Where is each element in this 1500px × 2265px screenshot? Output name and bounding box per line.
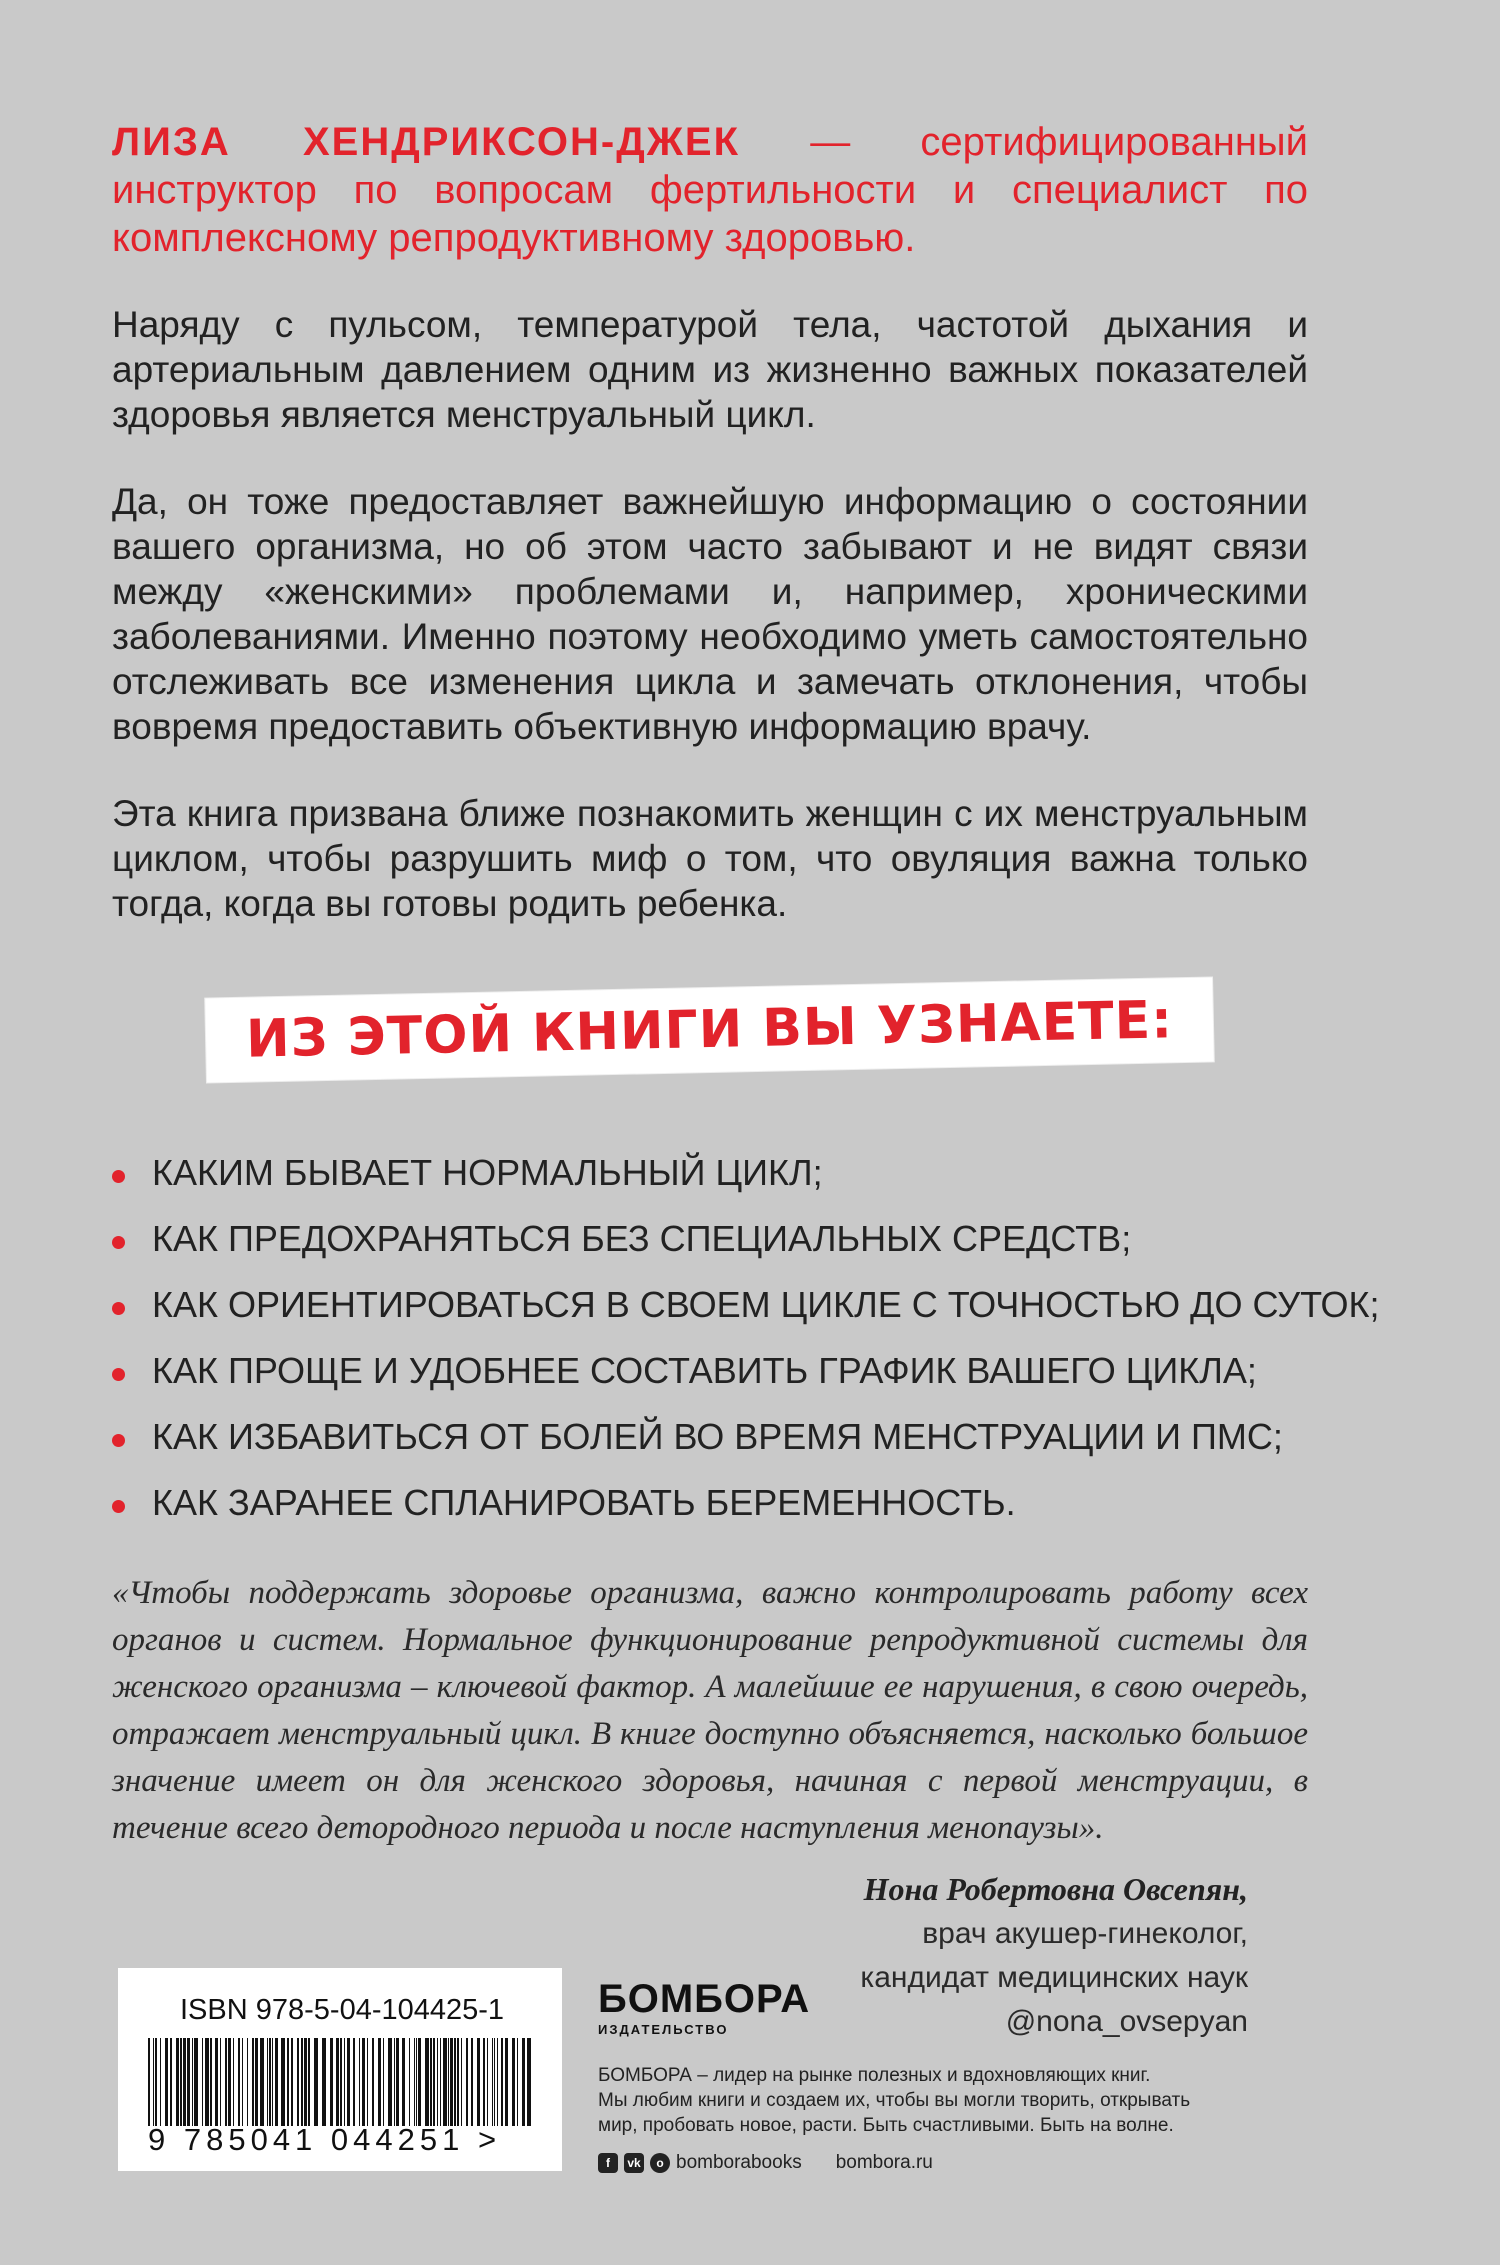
bullet-dot-icon xyxy=(112,1500,125,1513)
list-item-text: КАК ПРОЩЕ И УДОБНЕЕ СОСТАВИТЬ ГРАФИК ВАШЕГО ЦИКЛА; xyxy=(152,1350,1257,1391)
quote-author-role: врач акушер-гинеколог, xyxy=(922,1917,1248,1950)
bullet-dot-icon xyxy=(112,1170,125,1183)
publisher-description-line: БОМБОРА – лидер на рынке полезных и вдохновляющих книг. xyxy=(598,2065,1151,2086)
paragraph-3: Эта книга призвана ближе познакомить женщин с их менструальным циклом, чтобы разрушить миф о том, что овуляция важна только тогда, когда вы готовы родить ребенка. xyxy=(112,793,1308,924)
author-intro xyxy=(112,118,1308,262)
list-item-text: КАК ЗАРАНЕЕ СПЛАНИРОВАТЬ БЕРЕМЕННОСТЬ. xyxy=(152,1482,1016,1523)
paragraph-2: Да, он тоже предоставляет важнейшую информацию о состоянии вашего организма, но об этом часто забывают и не видят связи между «женскими» проблемами и, например, хроническими заболеваниями. Именно поэтому необходимо уметь самостоятельно отслеживать все изменения цикла и замечать отклонения, чтобы вовремя предоставить объективную информацию врачу. xyxy=(112,481,1308,747)
list-item xyxy=(112,1470,1308,1536)
list-item xyxy=(112,1338,1308,1404)
quote-author-handle: @nona_ovsepyan xyxy=(1005,2005,1248,2038)
publisher-description xyxy=(598,2063,1238,2138)
learn-banner: ИЗ ЭТОЙ КНИГИ ВЫ УЗНАЕТЕ: xyxy=(206,977,1215,1082)
publisher-description-line: Мы любим книги и создаем их, чтобы вы могли творить, открывать xyxy=(598,2090,1191,2111)
quote-author: Нона Робертовна Овсепян, xyxy=(863,1871,1248,1907)
publisher-social xyxy=(598,2152,1238,2174)
facebook-icon: f xyxy=(598,2153,618,2173)
list-item xyxy=(112,1206,1308,1272)
bullet-dot-icon xyxy=(112,1236,125,1249)
bullet-dot-icon xyxy=(112,1368,125,1381)
publisher-site-link[interactable]: bombora.ru xyxy=(835,2152,933,2173)
author-description: — сертифицированный инструктор по вопросам фертильности и специалист по комплексному репродуктивному здоровью. xyxy=(112,120,1308,260)
social-handle[interactable]: bomborabooks xyxy=(676,2152,802,2173)
list-item-text: КАК ИЗБАВИТЬСЯ ОТ БОЛЕЙ ВО ВРЕМЯ МЕНСТРУАЦИИ И ПМС; xyxy=(152,1416,1283,1457)
bullet-dot-icon xyxy=(112,1302,125,1315)
list-item xyxy=(112,1140,1308,1206)
expert-quote: «Чтобы поддержать здоровье организма, важно контролировать работу всех органов и систем. Нормальное функционирование репродуктивной системы для женского организма – ключевой фактор. А малейшие ее нарушения, в свою очередь, отражает менструальный цикл. В книге доступно объясняется, насколько большое значение имеет он для женского здоровья, начиная с первой менструации, в течение всего детородного периода и после наступления менопаузы». xyxy=(112,1575,1308,1846)
instagram-icon: o xyxy=(650,2153,670,2173)
barcode-panel xyxy=(118,1968,562,2171)
back-cover-content xyxy=(112,118,1380,2044)
publisher-logo-subtitle: ИЗДАТЕЛЬСТВО xyxy=(598,2022,729,2037)
publisher-block xyxy=(598,1978,1238,2174)
publisher-logo: БОМБОРА xyxy=(598,1977,811,2021)
author-name: ЛИЗА ХЕНДРИКСОН-ДЖЕК xyxy=(112,120,740,164)
list-item-text: КАКИМ БЫВАЕТ НОРМАЛЬНЫЙ ЦИКЛ; xyxy=(152,1152,823,1193)
isbn-number: ISBN 978-5-04-104425-1 xyxy=(180,1994,505,2026)
barcode-icon xyxy=(148,2038,532,2126)
publisher-description-line: мир, пробовать новое, расти. Быть счастливыми. Быть на волне. xyxy=(598,2115,1174,2136)
list-item xyxy=(112,1404,1308,1470)
banner-container xyxy=(112,988,1308,1100)
vk-icon: vk xyxy=(624,2153,644,2173)
list-item-text: КАК ПРЕДОХРАНЯТЬСЯ БЕЗ СПЕЦИАЛЬНЫХ СРЕДСТВ; xyxy=(152,1218,1132,1259)
list-item xyxy=(112,1272,1380,1338)
list-item-text: КАК ОРИЕНТИРОВАТЬСЯ В СВОЕМ ЦИКЛЕ С ТОЧНОСТЬЮ ДО СУТОК; xyxy=(152,1284,1380,1325)
quote-author-degree: кандидат медицинских наук xyxy=(860,1961,1248,1994)
barcode-digits: 9 785041 044251 > xyxy=(148,2122,502,2157)
learn-list xyxy=(112,1140,1380,1536)
paragraph-1: Наряду с пульсом, температурой тела, частотой дыхания и артериальным давлением одним из жизненно важных показателей здоровья является менструальный цикл. xyxy=(112,304,1308,435)
bullet-dot-icon xyxy=(112,1434,125,1447)
